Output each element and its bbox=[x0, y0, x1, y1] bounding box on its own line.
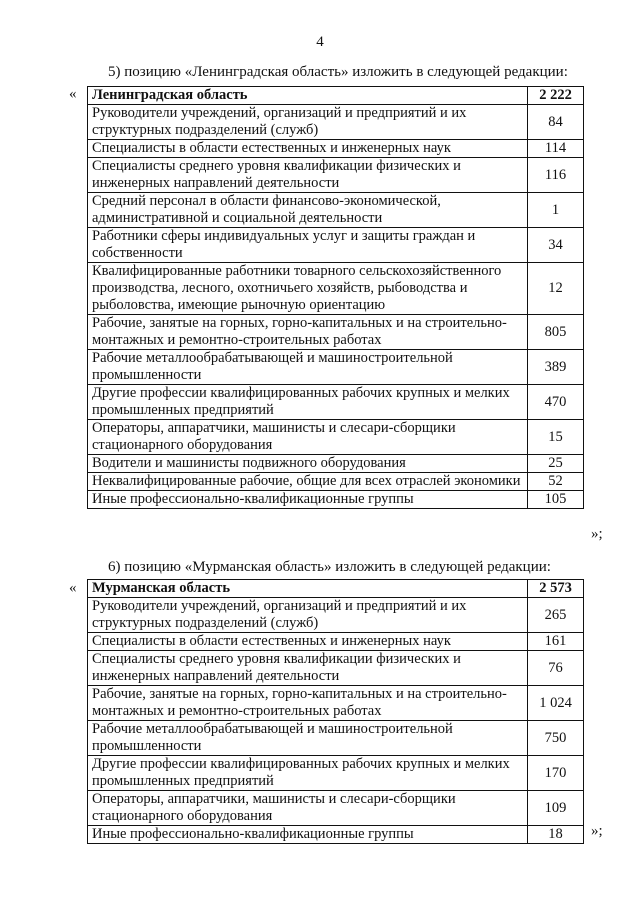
row-label: Работники сферы индивидуальных услуг и защиты граждан и собственности bbox=[88, 228, 528, 263]
table-row bbox=[88, 598, 584, 633]
row-label: Рабочие металлообрабатывающей и машиностроительной промышленности bbox=[88, 721, 528, 756]
row-value: 25 bbox=[528, 455, 584, 473]
row-value: 18 bbox=[528, 826, 584, 844]
row-label: Другие профессии квалифицированных рабочих крупных и мелких промышленных предприятий bbox=[88, 385, 528, 420]
row-value: 52 bbox=[528, 473, 584, 491]
row-label: Иные профессионально-квалификационные группы bbox=[88, 826, 528, 844]
row-label: Рабочие, занятые на горных, горно-капитальных и на строительно-монтажных и ремонтно-строительных работах bbox=[88, 315, 528, 350]
table-row bbox=[88, 473, 584, 491]
row-value: 265 bbox=[528, 598, 584, 633]
row-label: Квалифицированные работники товарного сельскохозяйственного производства, лесного, охотничьего хозяйств, рыбоводства и рыболовства, имеющие рыночную ориентацию bbox=[88, 263, 528, 315]
leningrad-region-table bbox=[87, 86, 584, 509]
row-label: Водители и машинисты подвижного оборудования bbox=[88, 455, 528, 473]
section-5-intro: 5) позицию «Ленинградская область» изложить в следующей редакции: bbox=[108, 64, 568, 80]
section-6-intro: 6) позицию «Мурманская область» изложить в следующей редакции: bbox=[108, 559, 551, 575]
table-row bbox=[88, 158, 584, 193]
row-label: Специалисты в области естественных и инженерных наук bbox=[88, 633, 528, 651]
row-label: Средний персонал в области финансово-экономической, административной и социальной деятельности bbox=[88, 193, 528, 228]
row-value: 15 bbox=[528, 420, 584, 455]
row-value: 170 bbox=[528, 756, 584, 791]
row-label: Специалисты среднего уровня квалификации физических и инженерных направлений деятельности bbox=[88, 158, 528, 193]
section-5-quote-open: « bbox=[69, 86, 77, 102]
row-value: 84 bbox=[528, 105, 584, 140]
table-row bbox=[88, 721, 584, 756]
table-header-row bbox=[88, 580, 584, 598]
table-row bbox=[88, 826, 584, 844]
row-label: Руководители учреждений, организаций и предприятий и их структурных подразделений (служб) bbox=[88, 598, 528, 633]
row-label: Рабочие, занятые на горных, горно-капитальных и на строительно-монтажных и ремонтно-строительных работах bbox=[88, 686, 528, 721]
table-row bbox=[88, 633, 584, 651]
table-row bbox=[88, 455, 584, 473]
row-value: 114 bbox=[528, 140, 584, 158]
table-row bbox=[88, 686, 584, 721]
table-row bbox=[88, 105, 584, 140]
row-label: Операторы, аппаратчики, машинисты и слесари-сборщики стационарного оборудования bbox=[88, 420, 528, 455]
row-value: 750 bbox=[528, 721, 584, 756]
region-name: Мурманская область bbox=[88, 580, 528, 598]
table-row bbox=[88, 491, 584, 509]
row-label: Операторы, аппаратчики, машинисты и слесари-сборщики стационарного оборудования bbox=[88, 791, 528, 826]
row-value: 161 bbox=[528, 633, 584, 651]
table-row bbox=[88, 756, 584, 791]
row-label: Рабочие металлообрабатывающей и машиностроительной промышленности bbox=[88, 350, 528, 385]
row-value: 1 024 bbox=[528, 686, 584, 721]
region-total: 2 222 bbox=[528, 87, 584, 105]
row-value: 105 bbox=[528, 491, 584, 509]
table-row bbox=[88, 791, 584, 826]
section-6-quote-open: « bbox=[69, 580, 77, 596]
row-label: Иные профессионально-квалификационные группы bbox=[88, 491, 528, 509]
table-row bbox=[88, 350, 584, 385]
row-label: Неквалифицированные рабочие, общие для всех отраслей экономики bbox=[88, 473, 528, 491]
table-row bbox=[88, 263, 584, 315]
murmansk-region-table bbox=[87, 579, 584, 844]
row-value: 805 bbox=[528, 315, 584, 350]
row-value: 470 bbox=[528, 385, 584, 420]
row-value: 34 bbox=[528, 228, 584, 263]
row-label: Руководители учреждений, организаций и предприятий и их структурных подразделений (служб) bbox=[88, 105, 528, 140]
table-row bbox=[88, 651, 584, 686]
page-number: 4 bbox=[316, 34, 324, 50]
region-total: 2 573 bbox=[528, 580, 584, 598]
table-row bbox=[88, 315, 584, 350]
table-row bbox=[88, 385, 584, 420]
row-value: 76 bbox=[528, 651, 584, 686]
row-label: Специалисты среднего уровня квалификации физических и инженерных направлений деятельности bbox=[88, 651, 528, 686]
table-header-row bbox=[88, 87, 584, 105]
row-value: 1 bbox=[528, 193, 584, 228]
row-value: 109 bbox=[528, 791, 584, 826]
section-5-quote-close: »; bbox=[591, 526, 603, 542]
table-row bbox=[88, 140, 584, 158]
section-6-quote-close: »; bbox=[591, 823, 603, 839]
row-label: Специалисты в области естественных и инженерных наук bbox=[88, 140, 528, 158]
row-value: 12 bbox=[528, 263, 584, 315]
table-row bbox=[88, 228, 584, 263]
table-row bbox=[88, 420, 584, 455]
table-row bbox=[88, 193, 584, 228]
region-name: Ленинградская область bbox=[88, 87, 528, 105]
row-value: 389 bbox=[528, 350, 584, 385]
row-label: Другие профессии квалифицированных рабочих крупных и мелких промышленных предприятий bbox=[88, 756, 528, 791]
row-value: 116 bbox=[528, 158, 584, 193]
